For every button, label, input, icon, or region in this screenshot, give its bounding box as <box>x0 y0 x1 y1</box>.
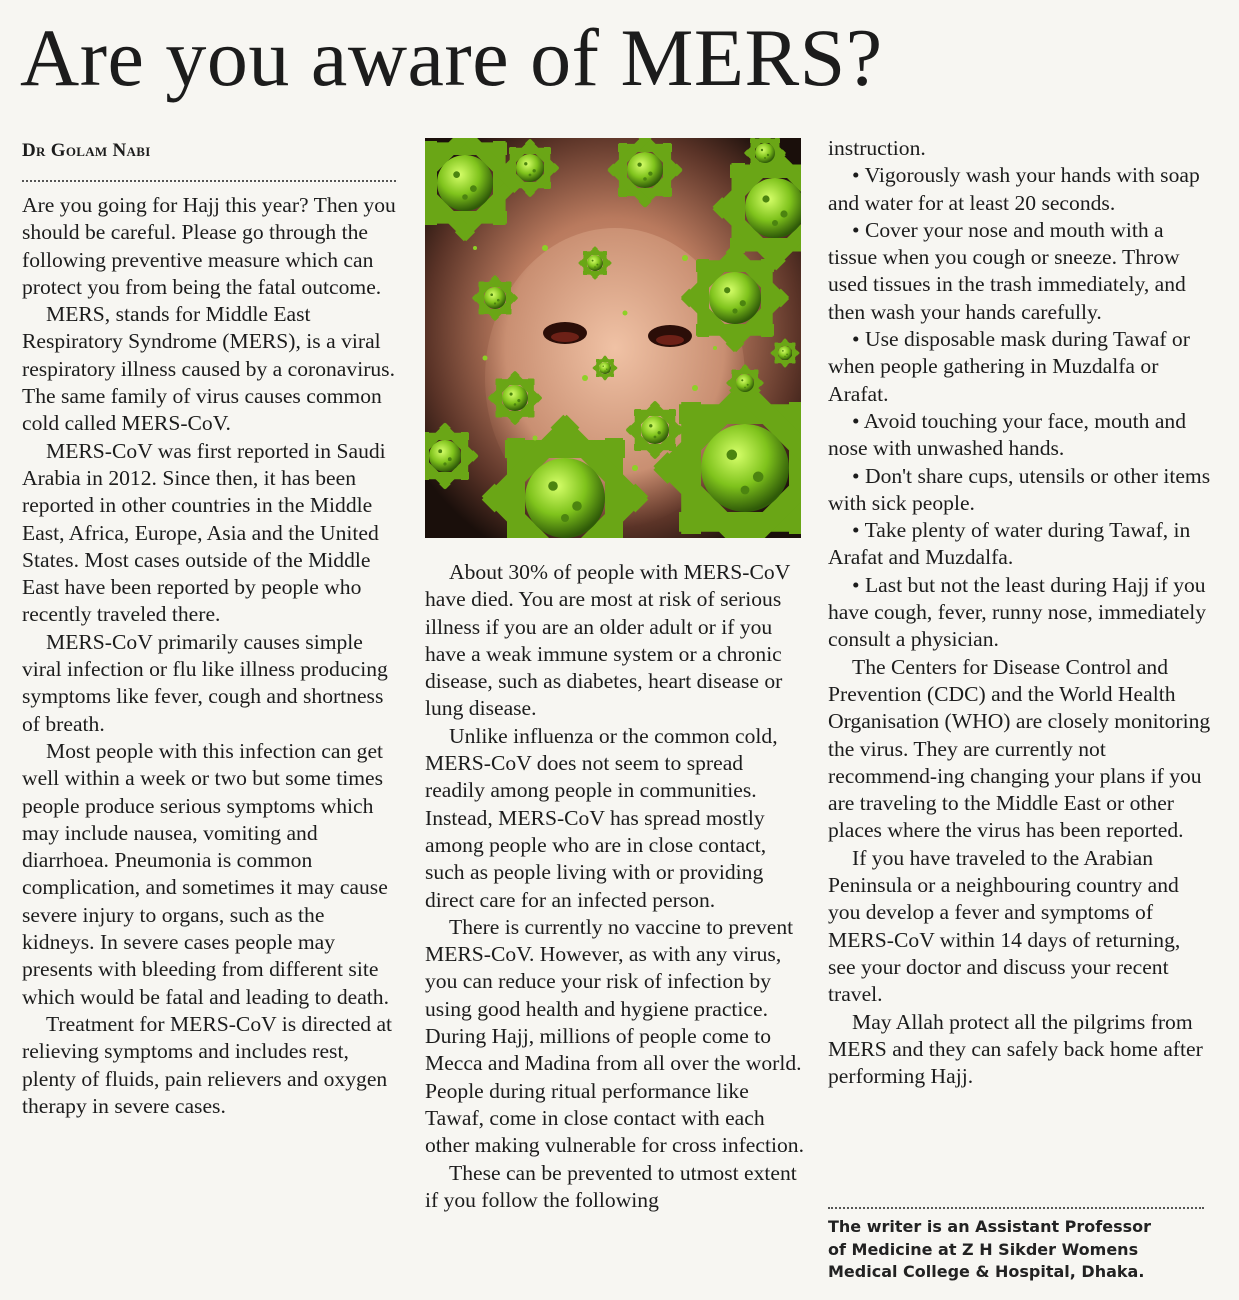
writer-note-divider <box>828 1207 1204 1209</box>
virus-icon <box>775 343 795 363</box>
bullet-item: • Avoid touching your face, mouth and nose with unwashed hands. <box>828 408 1212 463</box>
writer-note-line: Medical College & Hospital, Dhaka. <box>828 1262 1145 1281</box>
article-column-3 <box>828 135 1212 1090</box>
virus-nose-photo <box>425 138 801 538</box>
byline-divider <box>22 180 396 182</box>
virus-icon <box>507 440 623 538</box>
article-headline: Are you aware of MERS? <box>20 12 883 103</box>
virus-icon <box>479 282 511 314</box>
paragraph: Most people with this infection can get well within a week or two but some times people produce serious symptoms which may include nausea, vomiting and diarrhoea. Pneumonia is common complication, and sometimes it may cause severe injury to organs, such as the kidneys. In severe cases people may presents with bleeding from different site which would be fatal and leading to death. <box>22 738 389 1009</box>
virus-icon <box>425 433 468 479</box>
virus-icon <box>751 139 780 168</box>
virus-icon <box>510 148 551 189</box>
author-byline: Dr Golam Nabi <box>22 140 151 161</box>
virus-icon <box>496 379 534 417</box>
paragraph: Unlike influenza or the common cold, MERS-CoV does not seem to spread readily among people in communities. Instead, MERS-CoV has spread mostly among people who are in close contact, such as people living with or providing direct care for an infected person. <box>425 723 778 912</box>
article-column-2 <box>425 559 807 1214</box>
paragraph: If you have traveled to the Arabian Peninsula or a neighbouring country and you develop a fever and symptoms of MERS-CoV within 14 days of returning, see your doctor and discuss your recent travel. <box>828 845 1181 1007</box>
virus-icon <box>732 165 802 252</box>
paragraph: MERS-CoV primarily causes simple viral infection or flu like illness producing symptoms like fever, cough and shortness of breath. <box>22 629 388 736</box>
bullet-item: • Use disposable mask during Tawaf or when people gathering in Muzdalfa or Arafat. <box>828 326 1212 408</box>
bullet-item: • Take plenty of water during Tawaf, in Arafat and Muzdalfa. <box>828 517 1212 572</box>
paragraph: These can be prevented to utmost extent if you follow the following <box>425 1160 797 1212</box>
virus-icon <box>596 359 613 376</box>
virus-icon <box>619 144 671 196</box>
virus-icon <box>697 260 772 335</box>
writer-note <box>828 1216 1212 1284</box>
paragraph: Are you going for Hajj this year? Then you should be careful. Please go through the following preventive measure which can protect you from being the fatal outcome. <box>22 193 396 299</box>
virus-icon <box>635 410 676 451</box>
virus-icon <box>583 251 606 274</box>
writer-note-line: of Medicine at Z H Sikder Womens <box>828 1239 1139 1259</box>
bullet-item: • Last but not the least during Hajj if you have cough, fever, runny nose, immediately consult a physician. <box>828 572 1212 654</box>
paragraph: instruction. <box>828 136 926 160</box>
virus-icon <box>732 370 758 396</box>
article-column-1 <box>22 192 400 1120</box>
bullet-item: • Vigorously wash your hands with soap and water for at least 20 seconds. <box>828 162 1212 217</box>
writer-note-line: The writer is an Assistant Professor <box>828 1217 1152 1236</box>
paragraph: About 30% of people with MERS-CoV have died. You are most at risk of serious illness if you are an older adult or if you have a weak immune system or a chronic disease, such as diabetes, heart disease or lung disease. <box>425 560 790 721</box>
paragraph: There is currently no vaccine to prevent MERS-CoV. However, as with any virus, you can reduce your risk of infection by using good health and hygiene practice. During Hajj, millions of people come to Mecca and Madina from all over the world. People during ritual performance like Tawaf, come in close contact with each other making vulnerable for cross infection. <box>425 914 804 1158</box>
paragraph: MERS-CoV was first reported in Saudi Arabia in 2012. Since then, it has been reported in other countries in the Middle East, Africa, Europe, Asia and the United States. Most cases outside of the Middle East have been reported by people who recently traveled there. <box>22 438 386 627</box>
bullet-item: • Cover your nose and mouth with a tissue when you cough or sneeze. Throw used tissues in the trash immediately, and then wash your hands carefully. <box>828 217 1212 326</box>
paragraph: Treatment for MERS-CoV is directed at relieving symptoms and includes rest, plenty of fluids, pain relievers and oxygen therapy in severe cases. <box>22 1011 393 1118</box>
bullet-item: • Don't share cups, utensils or other items with sick people. <box>828 463 1212 518</box>
virus-icon <box>681 404 801 532</box>
paragraph: May Allah protect all the pilgrims from MERS and they can safely back home after performing Hajj. <box>828 1009 1203 1089</box>
paragraph: The Centers for Disease Control and Prevention (CDC) and the World Health Organisation (WHO) are closely monitoring the virus. They are currently not recommend-ing changing your plans if you are traveling to the Middle East or other places where the virus has been reported. <box>828 654 1211 843</box>
virus-icon <box>425 142 506 223</box>
paragraph: MERS, stands for Middle East Respiratory Syndrome (MERS), is a viral respiratory illness caused by a coronavirus. The same family of virus causes common cold called MERS-CoV. <box>22 302 395 436</box>
